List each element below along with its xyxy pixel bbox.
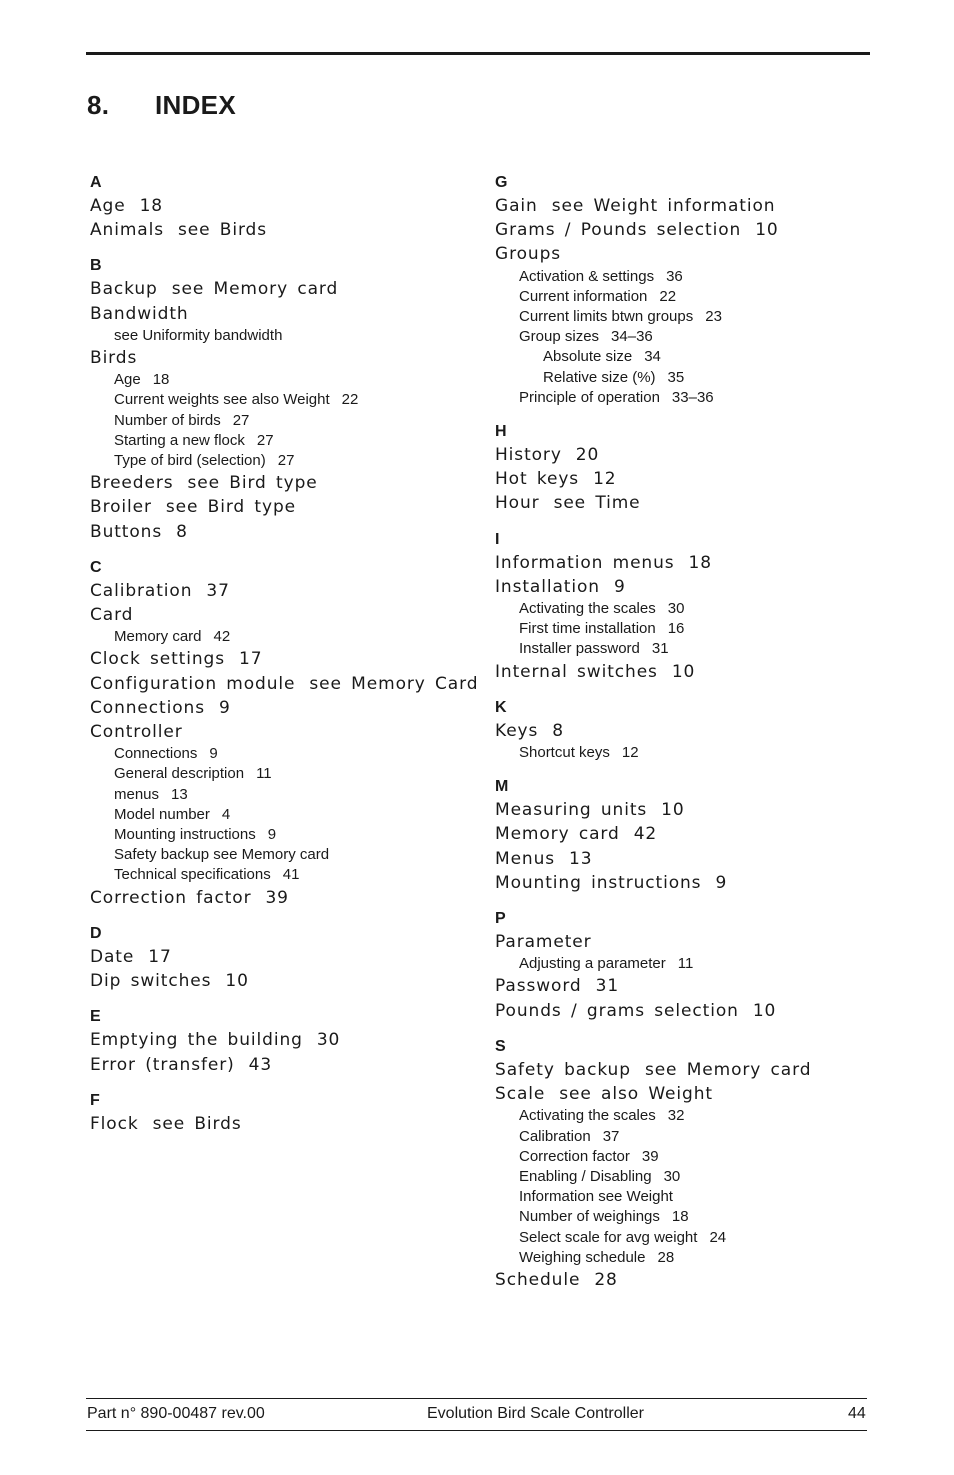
entry-page-ref: 24 (709, 1228, 727, 1246)
index-entry (495, 194, 915, 218)
entry-page-ref: 30 (663, 1167, 681, 1185)
entry-page-ref: 31 (651, 640, 669, 658)
index-entry (90, 218, 480, 242)
entry-page-ref: 28 (657, 1248, 675, 1266)
index-entry (90, 1053, 480, 1077)
index-entry (495, 491, 915, 515)
entry-page-ref: 9 (613, 576, 626, 597)
entry-term: Memory card (495, 824, 620, 845)
entry-term: Information see Weight (519, 1188, 673, 1206)
chapter-title: INDEX (155, 90, 236, 120)
index-entry (90, 969, 480, 993)
index-entry (90, 886, 480, 910)
index-section-a (90, 172, 480, 242)
entry-page-ref: 27 (256, 431, 274, 449)
section-letter: P (495, 910, 506, 928)
index-entry (543, 368, 915, 388)
index-entry (519, 327, 915, 347)
entry-term: Absolute size (543, 348, 633, 366)
entry-page-ref: 9 (218, 697, 231, 718)
entry-term: Memory card (114, 628, 202, 646)
index-entry (519, 1127, 915, 1147)
entry-page-ref: see Weight information (551, 196, 776, 216)
entry-term: Broiler (90, 497, 152, 518)
index-entry (90, 603, 480, 627)
entry-term: Grams / Pounds selection (495, 220, 742, 241)
index-entry (495, 575, 915, 599)
index-column-left (90, 172, 480, 1136)
entry-term: Weighing schedule (519, 1248, 646, 1266)
entry-page-ref: 35 (667, 368, 685, 386)
entry-term: Birds (90, 348, 138, 369)
entry-term: History (495, 445, 562, 466)
section-letter: E (90, 1008, 101, 1026)
entry-term: Enabling / Disabling (519, 1167, 652, 1185)
index-entry (495, 1082, 915, 1106)
index-section-s (495, 1036, 915, 1292)
section-letter: F (90, 1091, 100, 1109)
section-letter: H (495, 423, 507, 441)
page-title (87, 90, 236, 121)
index-entry (519, 1207, 915, 1227)
entry-page-ref: 42 (213, 628, 231, 646)
index-entry (519, 1228, 915, 1248)
entry-page-ref: 9 (267, 826, 277, 844)
index-entry (114, 825, 480, 845)
index-entry (90, 302, 480, 326)
section-letter: K (495, 698, 507, 716)
index-section-c (90, 557, 480, 910)
entry-page-ref: 37 (206, 580, 230, 601)
entry-page-ref: see also Weight (559, 1084, 713, 1105)
entry-term: Current limits btwn groups (519, 308, 694, 326)
index-entry (495, 218, 915, 242)
entry-page-ref: 10 (671, 661, 696, 682)
index-section-i (495, 529, 915, 684)
index-entry (519, 639, 915, 659)
entry-term: Emptying the building (90, 1030, 303, 1051)
entry-page-ref: see Memory Card (309, 673, 479, 694)
index-entry (495, 719, 915, 743)
entry-term: Clock settings (90, 649, 225, 670)
entry-page-ref: 39 (265, 887, 289, 908)
entry-page-ref: 34–36 (611, 328, 653, 346)
entry-page-ref: 9 (209, 745, 218, 763)
index-entry (90, 647, 480, 671)
index-entry (495, 798, 915, 822)
entry-term: Shortcut keys (519, 744, 610, 762)
index-entry (519, 287, 915, 307)
entry-term: Gain (495, 196, 538, 216)
index-entry (519, 743, 915, 763)
index-entry (114, 744, 480, 764)
index-entry (114, 845, 480, 865)
index-entry (114, 627, 480, 647)
index-entry (90, 945, 480, 969)
entry-page-ref: 18 (671, 1208, 689, 1226)
index-entry (90, 696, 480, 720)
index-entry (495, 1058, 915, 1082)
index-entry (90, 495, 480, 519)
entry-page-ref: 18 (688, 552, 712, 573)
index-entry (519, 1147, 915, 1167)
entry-term: Schedule (495, 1269, 581, 1290)
section-letter: B (90, 257, 102, 275)
entry-page-ref: 33–36 (671, 388, 714, 406)
entry-term: Groups (495, 244, 562, 265)
index-entry (495, 1268, 915, 1292)
entry-term: Activating the scales (519, 600, 656, 618)
entry-term: see Uniformity bandwidth (114, 326, 283, 344)
section-letter: I (495, 530, 500, 548)
index-entry (495, 660, 915, 684)
entry-page-ref: 30 (316, 1030, 341, 1051)
entry-page-ref: 11 (256, 765, 272, 783)
entry-term: Activation & settings (519, 267, 655, 285)
entry-page-ref: 8 (552, 720, 564, 741)
entry-term: Keys (495, 720, 539, 741)
index-entry (114, 865, 480, 885)
entry-term: Activating the scales (519, 1107, 656, 1125)
index-entry (543, 347, 915, 367)
entry-page-ref: 23 (705, 308, 722, 326)
index-entry (495, 242, 915, 266)
entry-page-ref: 37 (602, 1127, 620, 1145)
entry-term: Parameter (495, 932, 592, 953)
entry-term: Mounting instructions (495, 872, 702, 893)
entry-term: Error (transfer) (90, 1054, 235, 1075)
entry-term: Select scale for avg weight (519, 1228, 698, 1246)
entry-page-ref: 32 (667, 1107, 685, 1125)
index-entry (495, 871, 915, 895)
index-entry (90, 520, 480, 544)
entry-page-ref: see Memory card (644, 1059, 812, 1080)
entry-term: Connections (90, 697, 205, 718)
entry-term: Buttons (90, 521, 163, 542)
entry-term: Number of birds (114, 411, 221, 429)
entry-term: Backup (90, 279, 158, 300)
footer-product-name: Evolution Bird Scale Controller (427, 1405, 644, 1422)
section-letter: M (495, 778, 509, 796)
index-entry (495, 467, 915, 491)
index-column-right (495, 172, 915, 1292)
index-section-k (495, 697, 915, 763)
entry-term: Measuring units (495, 800, 648, 821)
index-entry (114, 370, 480, 390)
entry-term: menus (114, 785, 160, 803)
section-letter: D (90, 924, 102, 942)
index-entry (114, 431, 480, 451)
entry-page-ref: see Memory card (171, 279, 339, 300)
entry-term: Age (90, 196, 126, 216)
entry-term: Installation (495, 576, 600, 597)
entry-page-ref: 10 (225, 971, 249, 992)
entry-term: Principle of operation (519, 388, 660, 406)
entry-term: Number of weighings (519, 1208, 660, 1226)
entry-term: Date (90, 946, 135, 967)
entry-term: Age (114, 371, 141, 389)
index-entry (90, 1112, 480, 1136)
chapter-number: 8. (87, 90, 110, 120)
entry-term: Relative size (%) (543, 368, 656, 386)
entry-page-ref: 27 (277, 452, 295, 470)
footer-page-number: 44 (848, 1405, 866, 1422)
entry-term: Information menus (495, 552, 675, 573)
entry-page-ref: 10 (661, 800, 685, 821)
entry-term: Card (90, 605, 134, 626)
entry-term: Group sizes (519, 328, 600, 346)
index-entry (90, 194, 480, 218)
entry-page-ref: see Birds (152, 1113, 242, 1134)
entry-term: Safety backup see Memory card (114, 846, 330, 864)
entry-page-ref: 10 (752, 1000, 777, 1021)
index-entry (519, 307, 915, 327)
section-letter: S (495, 1037, 506, 1055)
index-entry (495, 551, 915, 575)
footer-rule-bottom (86, 1430, 867, 1431)
index-entry (519, 1187, 915, 1207)
entry-term: Pounds / grams selection (495, 1000, 739, 1021)
index-section-g (495, 172, 915, 408)
index-entry (495, 443, 915, 467)
entry-term: Animals (90, 220, 164, 241)
index-entry (90, 672, 480, 696)
index-entry (519, 619, 915, 639)
index-entry (495, 930, 915, 954)
index-section-e (90, 1006, 480, 1076)
entry-page-ref: 4 (221, 805, 231, 823)
entry-page-ref: 16 (667, 620, 685, 638)
entry-term: Internal switches (495, 661, 658, 682)
index-entry (90, 579, 480, 603)
index-entry (495, 847, 915, 871)
entry-term: Adjusting a parameter (519, 955, 666, 973)
entry-term: Technical specifications (114, 866, 271, 884)
top-rule (86, 52, 870, 55)
entry-term: Calibration (90, 580, 193, 601)
entry-term: Scale (495, 1084, 546, 1105)
index-entry (519, 1106, 915, 1126)
footer-part-number: Part n° 890-00487 rev.00 (87, 1405, 265, 1422)
entry-page-ref: 27 (232, 411, 250, 429)
entry-page-ref: 9 (715, 872, 728, 893)
index-section-m (495, 776, 915, 895)
entry-page-ref: 22 (341, 391, 359, 409)
entry-term: Current information (519, 287, 648, 305)
entry-page-ref: 30 (667, 600, 685, 618)
index-entry (519, 1167, 915, 1187)
entry-term: Password (495, 976, 582, 997)
entry-page-ref: 20 (575, 445, 600, 466)
entry-term: Configuration module (90, 673, 296, 694)
section-letter: A (90, 174, 102, 191)
entry-term: Menus (495, 848, 556, 869)
entry-page-ref: 12 (593, 469, 617, 490)
entry-page-ref: see Time (553, 493, 641, 514)
index-section-b (90, 255, 480, 543)
entry-page-ref: see Bird type (187, 473, 318, 494)
entry-term: Safety backup (495, 1059, 631, 1080)
index-entry (90, 277, 480, 301)
index-entry (519, 954, 915, 974)
entry-page-ref: 17 (148, 946, 172, 967)
index-entry (519, 1248, 915, 1268)
index-entry (495, 999, 915, 1023)
index-entry (114, 411, 480, 431)
index-entry (114, 451, 480, 471)
entry-term: Correction factor (519, 1147, 630, 1165)
index-entry (114, 390, 480, 410)
entry-page-ref: 28 (594, 1269, 618, 1290)
index-entry (114, 805, 480, 825)
index-entry (114, 785, 480, 805)
entry-page-ref: 36 (666, 267, 683, 285)
entry-term: Installer password (519, 640, 640, 658)
entry-page-ref: 17 (238, 649, 263, 670)
entry-page-ref: 18 (152, 371, 170, 389)
index-section-h (495, 421, 915, 516)
index-section-f (90, 1090, 480, 1136)
entry-page-ref: 8 (176, 521, 188, 542)
entry-term: Hour (495, 493, 540, 514)
entry-page-ref: 11 (677, 955, 694, 973)
entry-term: General description (114, 765, 245, 783)
index-entry (495, 974, 915, 998)
entry-page-ref: see Bird type (165, 497, 297, 518)
entry-term: First time installation (519, 620, 656, 638)
entry-term: Bandwidth (90, 303, 189, 324)
entry-term: Controller (90, 722, 183, 743)
index-entry (519, 599, 915, 619)
entry-page-ref: see Birds (178, 220, 268, 241)
index-entry (90, 1028, 480, 1052)
entry-term: Breeders (90, 473, 174, 494)
entry-page-ref: 41 (282, 866, 300, 884)
entry-term: Model number (114, 805, 210, 823)
entry-page-ref: 34 (644, 348, 661, 366)
entry-term: Starting a new flock (114, 431, 245, 449)
entry-page-ref: 43 (248, 1054, 273, 1075)
entry-term: Correction factor (90, 887, 252, 908)
section-letter: C (90, 558, 102, 576)
index-entry (519, 388, 915, 408)
entry-term: Dip switches (90, 971, 212, 992)
entry-page-ref: 13 (569, 848, 593, 869)
index-entry (519, 267, 915, 287)
index-entry (90, 471, 480, 495)
index-entry (90, 346, 480, 370)
index-entry (495, 822, 915, 846)
index-section-p (495, 908, 915, 1023)
entry-page-ref: 12 (621, 744, 639, 762)
entry-term: Type of bird (selection) (114, 452, 266, 470)
section-letter: G (495, 174, 508, 191)
index-entry (114, 326, 480, 346)
entry-page-ref: 18 (139, 196, 164, 216)
index-entry (114, 764, 480, 784)
entry-page-ref: 39 (641, 1147, 659, 1165)
entry-term: Calibration (519, 1127, 591, 1145)
entry-page-ref: 42 (633, 824, 658, 845)
entry-term: Flock (90, 1113, 139, 1134)
entry-page-ref: 22 (659, 287, 677, 305)
index-entry (90, 720, 480, 744)
entry-term: Hot keys (495, 469, 580, 490)
index-section-d (90, 923, 480, 993)
entry-term: Connections (114, 745, 198, 763)
entry-page-ref: 10 (755, 220, 779, 241)
entry-page-ref: 13 (171, 785, 188, 803)
entry-page-ref: 31 (595, 976, 620, 997)
entry-term: Current weights see also Weight (114, 391, 330, 409)
entry-term: Mounting instructions (114, 826, 256, 844)
footer-rule-top (86, 1398, 867, 1399)
